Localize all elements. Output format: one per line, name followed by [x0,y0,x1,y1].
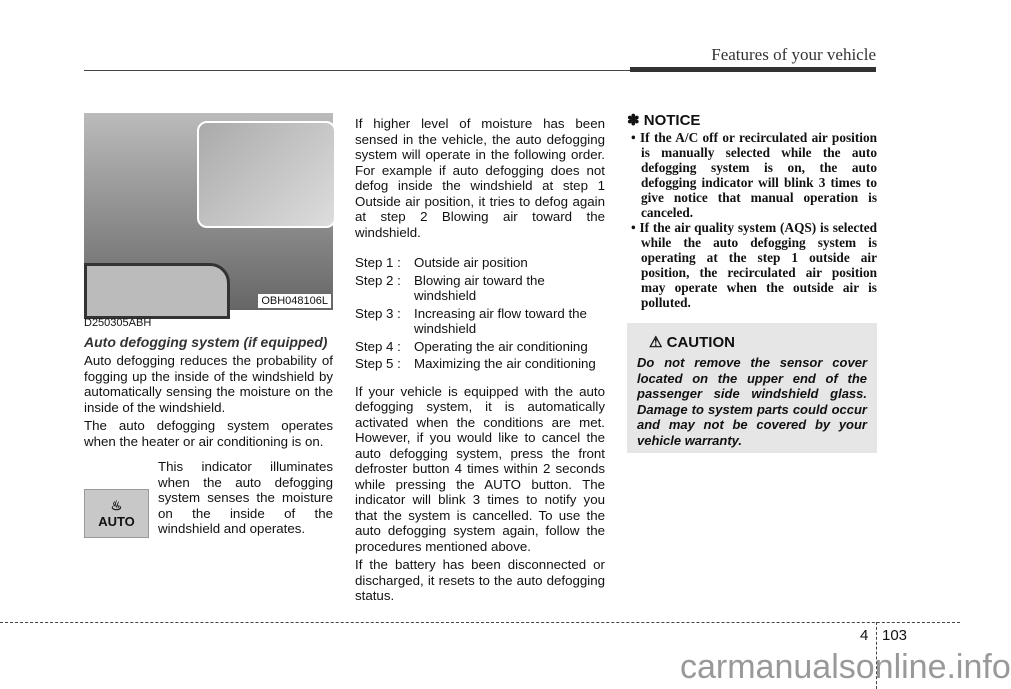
paragraph: Auto defogging reduces the probability of fogging up the inside of the windshield by automatically sensing the moisture on the inside of the windshield. [84,353,333,415]
page-number: 103 [882,627,908,644]
rearview-mirror [84,263,230,319]
sensor-closeup-inset [197,121,336,228]
left-column [84,316,333,452]
caution-title: ⚠ CAUTION [649,334,735,351]
header-title: Features of your vehicle [711,45,876,64]
footer-rule [0,622,960,623]
notice-box [627,113,877,310]
auto-defog-indicator-icon [84,489,149,538]
notice-item: • If the A/C off or recirculated air position is manually selected while the auto defogging system is on, the auto defogging indicator will blink 3 times to give notice that manual operation is canceled. [631,130,877,220]
step-item: Step 3 : Increasing air flow toward the windshield [355,305,587,336]
figure-code: OBH048106L [258,294,331,308]
paragraph: If the battery has been disconnected or discharged, it resets to the auto defogging status. [355,557,605,603]
notice-item: • If the air quality system (AQS) is selected while the auto defogging system is operating at the step 1 outside air position, the recirculated air position may operate when the outside air is polluted. [631,220,877,310]
icon-label: AUTO [98,514,135,529]
section-subtitle: Auto defogging system (if equipped) [84,333,328,350]
step-item: Step 5 : Maximizing the air conditioning [355,356,596,371]
paragraph: If higher level of moisture has been sensed in the vehicle, the auto defogging system will operate in the following order. For example if auto defogging does not defog inside the windshield at step 1 Outside air position, it tries to defog again at step 2 Blowing air toward the windshield. [355,116,605,240]
section-code: D250305ABH [84,317,152,329]
header-bar [630,67,876,72]
paragraph: This indicator illuminates when the auto defogging system senses the moisture on the inside of the windshield and operates. [158,459,333,536]
step-item: Step 4 : Operating the air conditioning [355,338,588,354]
step-item: Step 2 : Blowing air toward the windshield [355,272,545,303]
middle-column [355,116,605,607]
mirror-sensor-figure [84,113,333,310]
notice-title: ✽ NOTICE [627,112,701,129]
chapter-number: 4 [860,627,869,644]
defrost-icon: ♨ [110,498,123,513]
caution-box [627,323,877,453]
paragraph: If your vehicle is equipped with the auto defogging system, it is automatically activated when the conditions are met. However, if you would like to cancel the auto defogging system, press the front defroster button 4 times within 2 seconds while pressing the AUTO button. The indicator will blink 3 times to notify you that the system is cancelled. To use the auto defogging system again, follow the procedures mentioned above. [355,383,605,554]
watermark: carmanualsonline.info [680,648,1011,686]
warning-triangle-icon: ⚠ [649,334,667,351]
caution-text: Do not remove the sensor cover located on the upper end of the passenger side windshield glass. Damage to system parts could occur and may not be covered by your vehicle warranty. [637,355,867,448]
step-item: Step 1 : Outside air position [355,255,528,270]
paragraph: The auto defogging system operates when the heater or air conditioning is on. [84,418,333,449]
indicator-description [158,459,333,540]
